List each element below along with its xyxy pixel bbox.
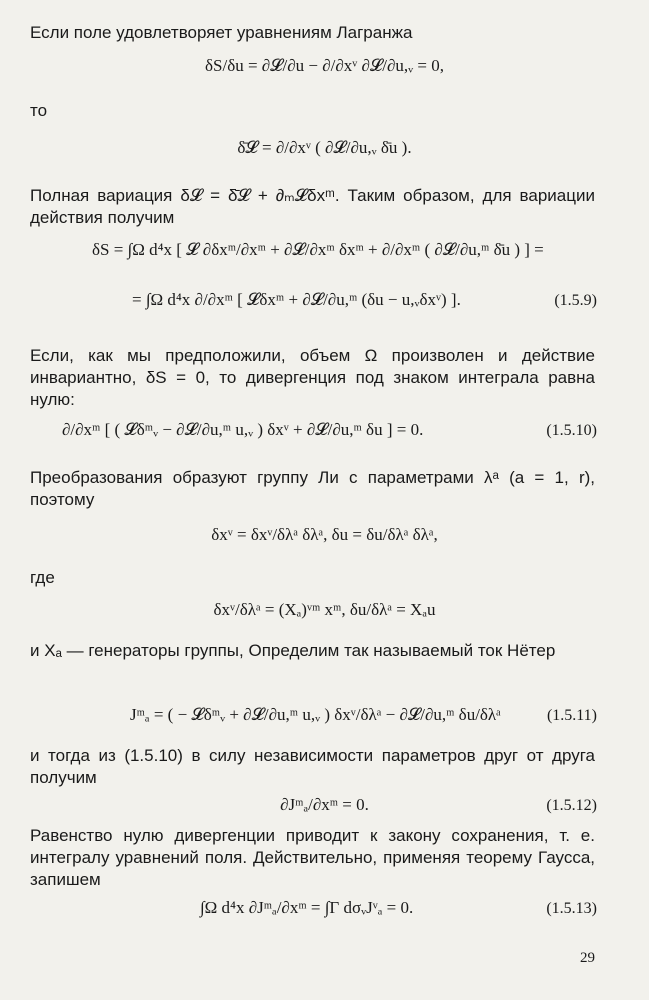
- equation-transform: δxᵛ = δxᵛ/δλᵃ δλᵃ, δu = δu/δλᵃ δλᵃ,: [211, 525, 438, 544]
- paragraph-noether-intro: и Xₐ — генераторы группы, Определим так называемый ток Нётер: [30, 641, 556, 660]
- equation-action-variation-line1: δS = ∫Ω d⁴x [ 𝓛 ∂δxᵐ/∂xᵐ + ∂𝓛/∂xᵐ δxᵐ + ∂/∂xᵐ ( ∂𝓛/∂u,ᵐ δ̄u ) ] =: [92, 240, 544, 259]
- equation-conservation: ∂Jᵐₐ/∂xᵐ = 0.: [280, 795, 369, 814]
- equation-number-1-5-11: (1.5.11): [546, 707, 597, 724]
- equation-gauss: ∫Ω d⁴x ∂Jᵐₐ/∂xᵐ = ∫Γ dσᵥJᵛₐ = 0.: [200, 898, 414, 917]
- paragraph-lie-group: Преобразования образуют группу Ли с параметрами λᵃ (a = 1, r), поэтому: [30, 468, 595, 509]
- paragraph-full-variation: Полная вариация δ𝓛 = δ̄𝓛 + ∂ₘ𝓛δxᵐ. Таким образом, для вариации действия получим: [30, 186, 595, 227]
- paragraph-independence: и тогда из (1.5.10) в силу независимости параметров друг от друга получим: [30, 746, 595, 787]
- equation-number-1-5-12: (1.5.12): [546, 797, 597, 814]
- equation-number-1-5-13: (1.5.13): [546, 900, 597, 917]
- equation-divergence: ∂/∂xᵐ [ ( 𝓛δᵐᵥ − ∂𝓛/∂u,ᵐ u,ᵥ ) δxᵛ + ∂𝓛/∂u,ᵐ δu ] = 0.: [62, 420, 424, 439]
- equation-lagrange: δS/δu = ∂𝓛/∂u − ∂/∂xᵛ ∂𝓛/∂u,ᵥ = 0,: [205, 56, 444, 75]
- equation-noether-current: Jᵐₐ = ( − 𝓛δᵐᵥ + ∂𝓛/∂u,ᵐ u,ᵥ ) δxᵛ/δλᵃ − ∂𝓛/∂u,ᵐ δu/δλᵃ: [130, 705, 501, 724]
- equation-local-variation: δ̄𝓛 = ∂/∂xᵛ ( ∂𝓛/∂u,ᵥ δ̄u ).: [237, 138, 412, 157]
- equation-number-1-5-10: (1.5.10): [546, 422, 597, 439]
- paragraph-gauss-intro: Равенство нулю дивергенции приводит к закону сохранения, т. е. интегралу уравнений поля. Действительно, применяя теорему Гаусса, запишем: [30, 826, 595, 889]
- equation-number-1-5-9: (1.5.9): [554, 292, 597, 309]
- paragraph-where: где: [30, 568, 55, 587]
- paragraph-lagrange-intro: Если поле удовлетворяет уравнениям Лагранжа: [30, 23, 413, 42]
- paragraph-invariance: Если, как мы предположили, объем Ω произволен и действие инвариантно, δS = 0, то дивергенция под знаком интеграла равна нулю:: [30, 346, 595, 409]
- paragraph-to: то: [30, 101, 48, 120]
- equation-generators: δxᵛ/δλᵃ = (Xₐ)ᵛᵐ xᵐ, δu/δλᵃ = Xₐu: [213, 600, 436, 619]
- equation-action-variation-line2: = ∫Ω d⁴x ∂/∂xᵐ [ 𝓛δxᵐ + ∂𝓛/∂u,ᵐ (δu − u,ᵥδxᵛ) ].: [132, 290, 461, 309]
- page-number: 29: [580, 950, 595, 966]
